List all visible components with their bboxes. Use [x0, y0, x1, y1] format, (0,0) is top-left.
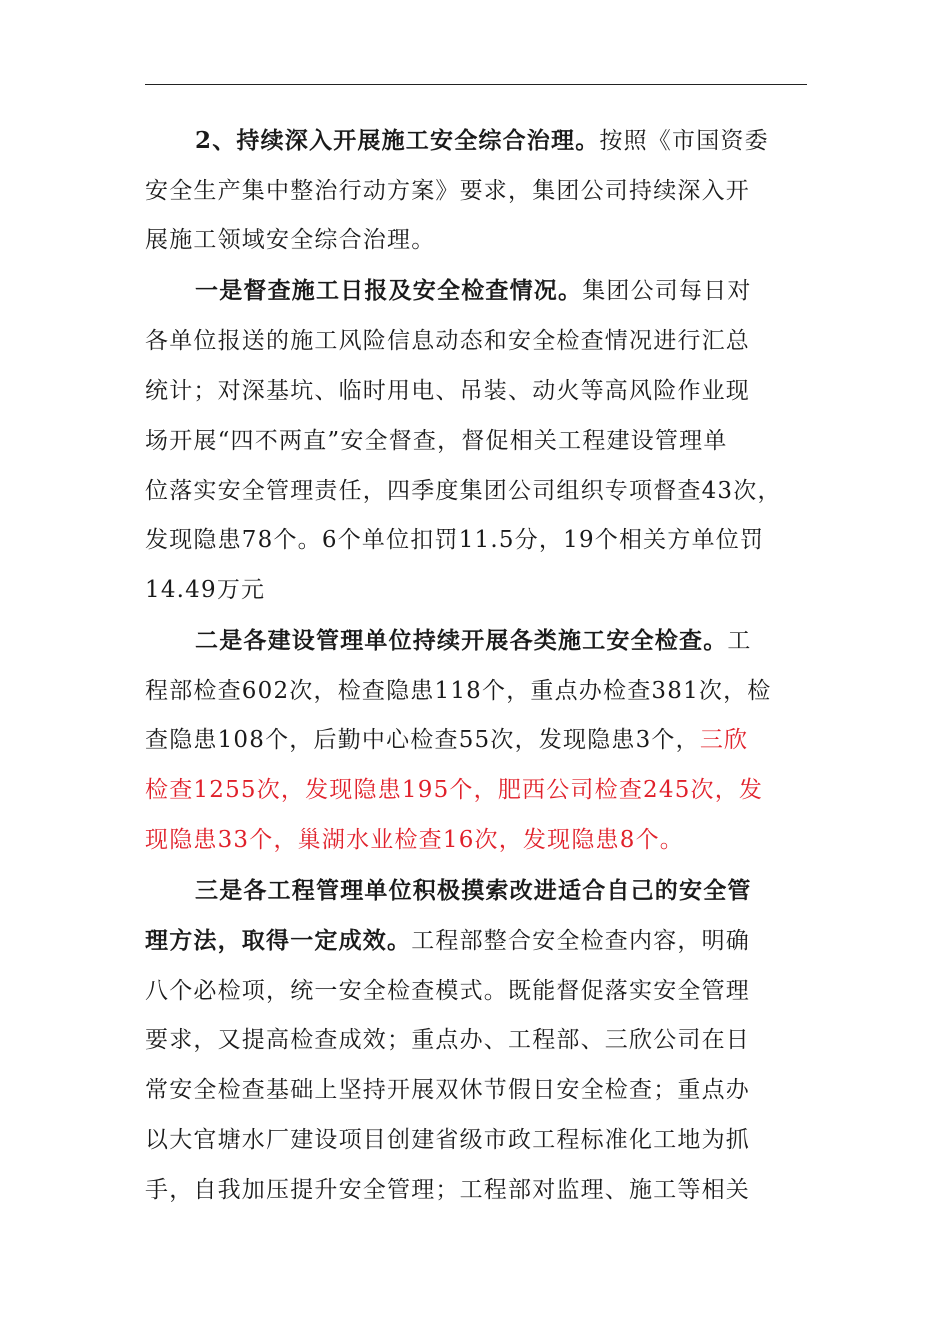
paragraph-line [145, 825, 684, 855]
highlighted-text: 三欣 [699, 727, 749, 753]
paragraph-line [145, 176, 750, 206]
body-text: 按照《市国资委 [599, 128, 769, 154]
heading-text: 一是督查施工日报及安全检查情况。 [195, 277, 583, 304]
body-text: 场开展“四不两直”安全督查，督促相关工程建设管理单 [145, 428, 728, 454]
body-text: 八个必检项，统一安全检查模式。既能督促落实安全管理 [145, 978, 750, 1004]
body-text: 常安全检查基础上坚持开展双休节假日安全检查；重点办 [145, 1077, 750, 1103]
body-text: 集团公司每日对 [582, 278, 752, 304]
body-text: 14.49万元 [145, 577, 266, 603]
body-text: 各单位报送的施工风险信息动态和安全检查情况进行汇总 [145, 328, 750, 354]
paragraph-line [145, 525, 764, 555]
body-text: 安全生产集中整治行动方案》要求，集团公司持续深入开 [145, 178, 750, 204]
paragraph-line [145, 976, 750, 1006]
highlighted-text: 检查1255次，发现隐患195个，肥西公司检查245次，发 [145, 777, 764, 803]
paragraph-line [145, 326, 750, 356]
body-text: 工 [727, 628, 752, 654]
paragraph-line [195, 126, 769, 156]
paragraph-line [145, 1075, 750, 1105]
body-text: 以大官塘水厂建设项目创建省级市政工程标准化工地为抓 [145, 1127, 750, 1153]
paragraph-line [145, 376, 750, 406]
paragraph-line [145, 1175, 750, 1205]
paragraph-line [145, 775, 763, 805]
paragraph-line [145, 1025, 750, 1055]
body-text: 查隐患108个，后勤中心检查55次，发现隐患3个， [145, 727, 700, 753]
heading-text: 三是各工程管理单位积极摸索改进适合自己的安全管 [195, 877, 752, 904]
heading-text: 二是各建设管理单位持续开展各类施工安全检查。 [195, 627, 728, 654]
paragraph-line [145, 676, 772, 706]
body-text: 位落实安全管理责任，四季度集团公司组织专项督查43次， [145, 478, 782, 504]
paragraph-line [195, 626, 752, 656]
heading-text: 理方法，取得一定成效。 [145, 927, 412, 954]
body-text: 展施工领域安全综合治理。 [145, 227, 436, 253]
paragraph-line [145, 225, 435, 255]
body-text: 发现隐患78个。6个单位扣罚11.5分，19个相关方单位罚 [145, 527, 765, 553]
body-text: 手，自我加压提升安全管理；工程部对监理、施工等相关 [145, 1177, 750, 1203]
body-text: 程部检查602次，检查隐患118个，重点办检查381次，检 [145, 678, 772, 704]
paragraph-line [145, 476, 782, 506]
paragraph-line [195, 276, 752, 306]
body-text: 统计；对深基坑、临时用电、吊装、动火等高风险作业现 [145, 378, 750, 404]
body-text: 要求，又提高检查成效；重点办、工程部、三欣公司在日 [145, 1027, 750, 1053]
heading-text: 2、持续深入开展施工安全综合治理。 [195, 127, 600, 154]
header-rule [145, 84, 807, 85]
paragraph-line [195, 876, 752, 906]
paragraph-line [145, 926, 750, 956]
paragraph-line [145, 725, 748, 755]
paragraph-line [145, 575, 265, 605]
paragraph-line [145, 1125, 750, 1155]
paragraph-line [145, 426, 728, 456]
body-text: 工程部整合安全检查内容，明确 [411, 928, 751, 954]
highlighted-text: 现隐患33个，巢湖水业检查16次，发现隐患8个。 [145, 827, 684, 853]
